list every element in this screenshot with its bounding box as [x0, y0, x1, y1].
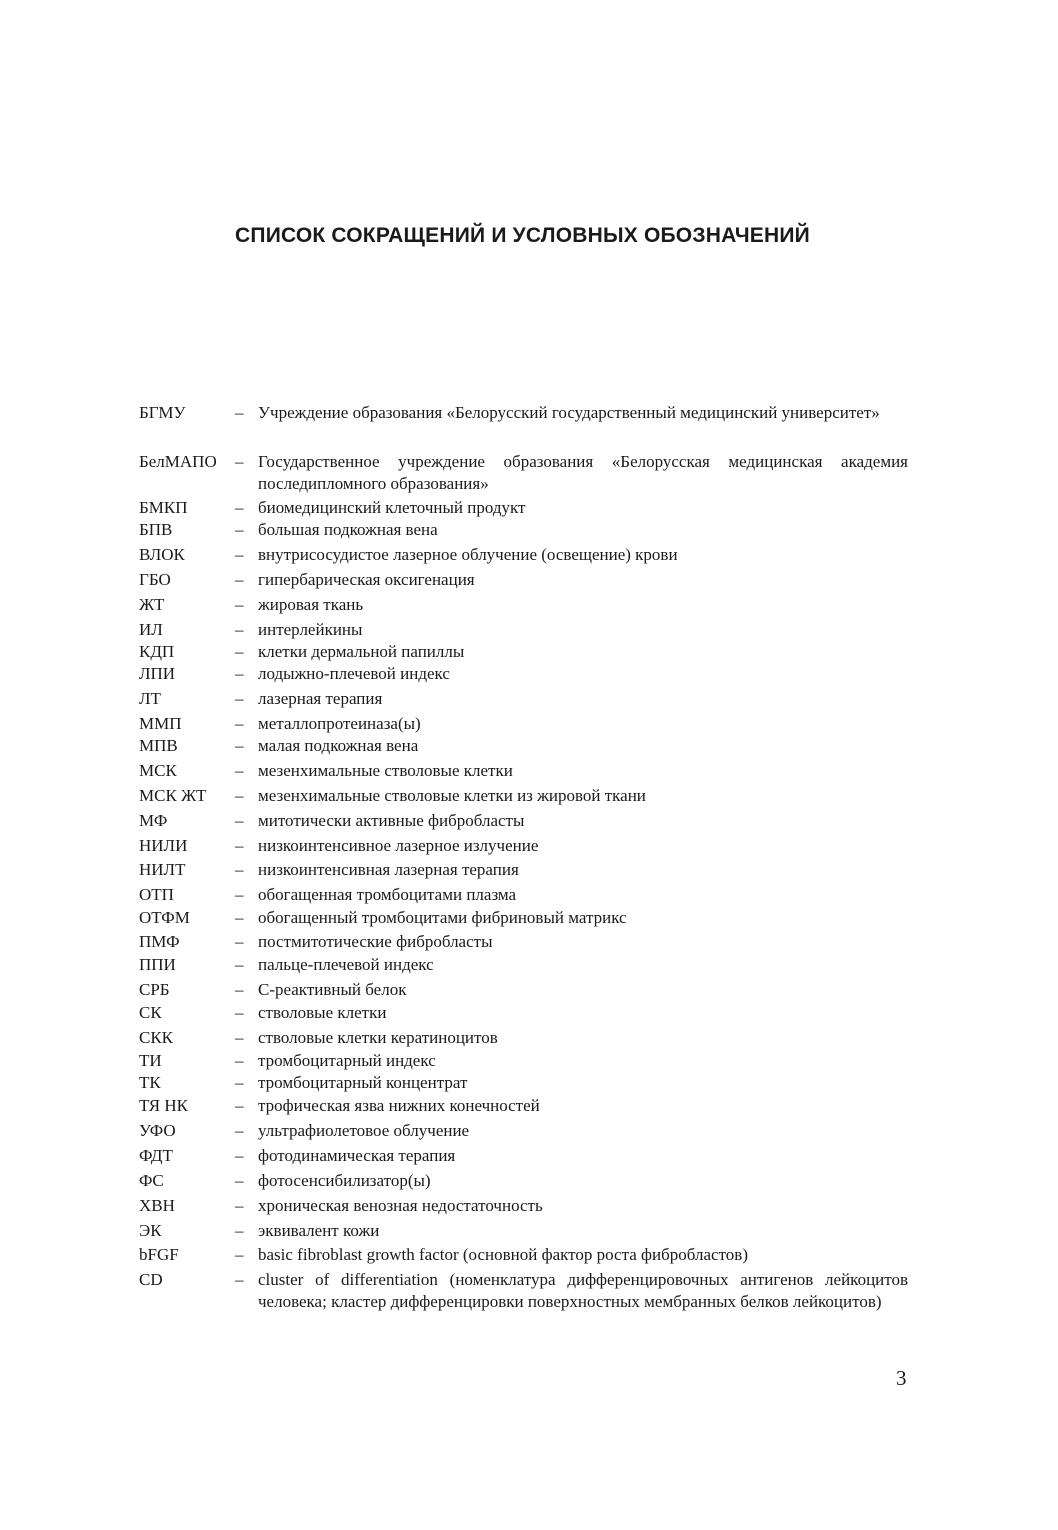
abbreviation-term: bFGF	[139, 1245, 179, 1264]
abbreviation-definition: пальце-плечевой индекс	[258, 955, 434, 974]
abbreviation-definition: cluster of differentiation (номенклатура дифференцировочных антигенов лейкоцитов человека; кластер дифференцировки поверхностных мембранных белков лейкоцитов)	[258, 1270, 908, 1311]
abbreviation-term: ГБО	[139, 570, 171, 589]
abbreviation-definition: металлопротеиназа(ы)	[258, 714, 421, 733]
abbreviation-term: ЛПИ	[139, 664, 176, 683]
abbreviation-term: МПВ	[139, 736, 178, 755]
dash-separator: –	[235, 595, 244, 614]
abbreviation-definition: большая подкожная вена	[258, 520, 438, 539]
dash-separator: –	[235, 403, 244, 422]
dash-separator: –	[235, 664, 244, 683]
abbreviation-term: ЭК	[139, 1221, 162, 1240]
abbreviation-definition: стволовые клетки	[258, 1003, 387, 1022]
abbreviation-term: CD	[139, 1270, 163, 1289]
abbreviation-definition: малая подкожная вена	[258, 736, 419, 755]
abbreviation-term: НИЛТ	[139, 860, 186, 879]
dash-separator: –	[235, 689, 244, 708]
abbreviation-term: МСК	[139, 761, 177, 780]
dash-separator: –	[235, 1196, 244, 1215]
abbreviation-term: УФО	[139, 1121, 176, 1140]
abbreviation-term: ММП	[139, 714, 182, 733]
abbreviation-term: ППИ	[139, 955, 176, 974]
abbreviation-definition: С-реактивный белок	[258, 980, 407, 999]
abbreviation-definition: лодыжно-плечевой индекс	[258, 664, 450, 683]
abbreviation-definition: тромбоцитарный индекс	[258, 1051, 436, 1070]
dash-separator: –	[235, 761, 244, 780]
dash-separator: –	[235, 714, 244, 733]
dash-separator: –	[235, 885, 244, 904]
dash-separator: –	[235, 736, 244, 755]
abbreviation-definition: Государственное учреждение образования «Белорусская медицинская академия последипломного образования»	[258, 452, 908, 493]
abbreviation-definition: внутрисосудистое лазерное облучение (освещение) крови	[258, 545, 678, 564]
abbreviation-term: ТК	[139, 1073, 161, 1092]
abbreviation-term: МФ	[139, 811, 168, 830]
abbreviation-definition: хроническая венозная недостаточность	[258, 1196, 543, 1215]
abbreviation-definition: ультрафиолетовое облучение	[258, 1121, 470, 1140]
abbreviation-term: НИЛИ	[139, 836, 188, 855]
abbreviation-definition: лазерная терапия	[258, 689, 383, 708]
dash-separator: –	[235, 1146, 244, 1165]
abbreviation-definition: basic fibroblast growth factor (основной фактор роста фибробластов)	[258, 1245, 748, 1264]
page-title: СПИСОК СОКРАЩЕНИЙ И УСЛОВНЫХ ОБОЗНАЧЕНИЙ	[235, 224, 810, 247]
abbreviation-term: КДП	[139, 642, 175, 661]
dash-separator: –	[235, 1096, 244, 1115]
abbreviation-term: ЖТ	[139, 595, 165, 614]
dash-separator: –	[235, 955, 244, 974]
abbreviation-term: ТЯ НК	[139, 1096, 188, 1115]
dash-separator: –	[235, 620, 244, 639]
abbreviation-term: СРБ	[139, 980, 170, 999]
dash-separator: –	[235, 520, 244, 539]
dash-separator: –	[235, 570, 244, 589]
abbreviation-definition: биомедицинский клеточный продукт	[258, 498, 526, 517]
abbreviation-definition: фотодинамическая терапия	[258, 1146, 456, 1165]
abbreviation-term: ОТФМ	[139, 908, 190, 927]
dash-separator: –	[235, 811, 244, 830]
page-number: 3	[896, 1366, 907, 1390]
dash-separator: –	[235, 836, 244, 855]
dash-separator: –	[235, 980, 244, 999]
abbreviation-term: БелМАПО	[139, 452, 217, 471]
dash-separator: –	[235, 452, 244, 471]
abbreviation-definition: гипербарическая оксигенация	[258, 570, 475, 589]
abbreviation-term: БМКП	[139, 498, 188, 517]
abbreviation-term: ФДТ	[139, 1146, 173, 1165]
abbreviation-definition: эквивалент кожи	[258, 1221, 380, 1240]
abbreviation-definition: мезенхимальные стволовые клетки из жировой ткани	[258, 786, 646, 805]
abbreviation-definition: клетки дермальной папиллы	[258, 642, 465, 661]
abbreviation-definition: жировая ткань	[258, 595, 364, 614]
abbreviation-term: ИЛ	[139, 620, 163, 639]
dash-separator: –	[235, 860, 244, 879]
abbreviation-term: МСК ЖТ	[139, 786, 207, 805]
abbreviation-definition: постмитотические фибробласты	[258, 932, 493, 951]
abbreviation-term: ХВН	[139, 1196, 175, 1215]
abbreviation-term: ОТП	[139, 885, 174, 904]
abbreviation-term: ПМФ	[139, 932, 180, 951]
dash-separator: –	[235, 1171, 244, 1190]
abbreviation-term: БГМУ	[139, 403, 186, 422]
dash-separator: –	[235, 545, 244, 564]
abbreviation-definition: митотически активные фибробласты	[258, 811, 525, 830]
abbreviation-term: БПВ	[139, 520, 173, 539]
abbreviation-definition: интерлейкины	[258, 620, 363, 639]
dash-separator: –	[235, 908, 244, 927]
dash-separator: –	[235, 1028, 244, 1047]
abbreviation-term: ЛТ	[139, 689, 161, 708]
abbreviation-term: ВЛОК	[139, 545, 185, 564]
dash-separator: –	[235, 1270, 244, 1289]
abbreviation-definition: стволовые клетки кератиноцитов	[258, 1028, 498, 1047]
dash-separator: –	[235, 1121, 244, 1140]
dash-separator: –	[235, 786, 244, 805]
abbreviation-definition: фотосенсибилизатор(ы)	[258, 1171, 431, 1190]
dash-separator: –	[235, 1245, 244, 1264]
abbreviation-term: СК	[139, 1003, 162, 1022]
abbreviation-definition: мезенхимальные стволовые клетки	[258, 761, 513, 780]
dash-separator: –	[235, 1003, 244, 1022]
abbreviation-definition: трофическая язва нижних конечностей	[258, 1096, 540, 1115]
abbreviation-definition: Учреждение образования «Белорусский государственный медицинский университет»	[258, 403, 880, 422]
abbreviation-definition: низкоинтенсивная лазерная терапия	[258, 860, 519, 879]
dash-separator: –	[235, 932, 244, 951]
dash-separator: –	[235, 1051, 244, 1070]
abbreviation-term: СКК	[139, 1028, 174, 1047]
abbreviation-term: ТИ	[139, 1051, 162, 1070]
dash-separator: –	[235, 498, 244, 517]
dash-separator: –	[235, 1221, 244, 1240]
abbreviation-definition: тромбоцитарный концентрат	[258, 1073, 468, 1092]
abbreviation-term: ФС	[139, 1171, 164, 1190]
abbreviation-definition: обогащенный тромбоцитами фибриновый матрикс	[258, 908, 627, 927]
dash-separator: –	[235, 642, 244, 661]
abbreviation-definition: низкоинтенсивное лазерное излучение	[258, 836, 539, 855]
abbreviation-definition: обогащенная тромбоцитами плазма	[258, 885, 517, 904]
dash-separator: –	[235, 1073, 244, 1092]
